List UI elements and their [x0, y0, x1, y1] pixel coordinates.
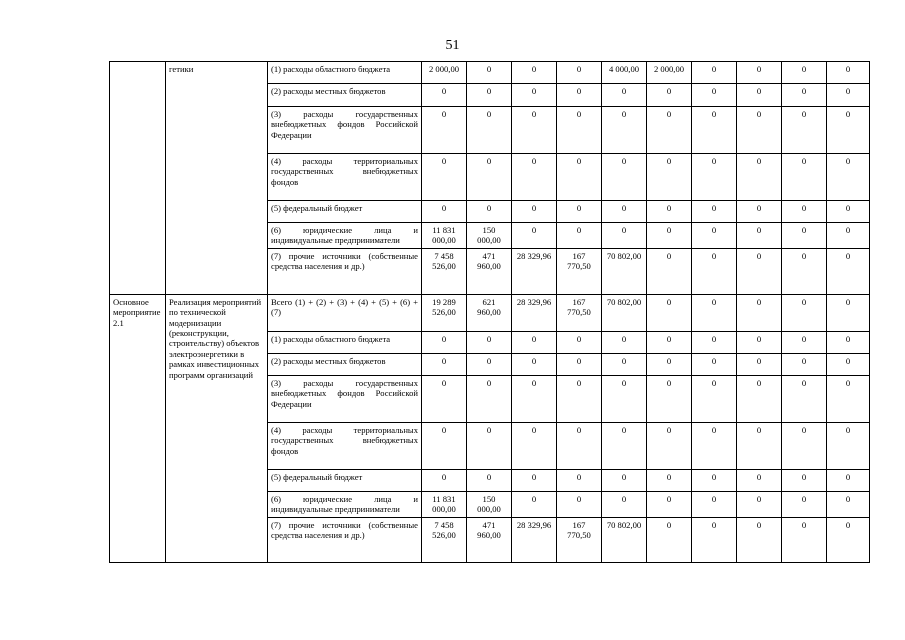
value-cell: 0 — [422, 353, 467, 375]
value-cell: 0 — [647, 223, 692, 249]
value-cell: 0 — [467, 331, 512, 353]
activity-name-cell: гетики — [166, 62, 268, 295]
value-cell: 0 — [512, 62, 557, 84]
value-cell: 0 — [512, 422, 557, 469]
value-cell: 0 — [737, 294, 782, 331]
value-cell: 0 — [512, 353, 557, 375]
value-cell: 0 — [647, 375, 692, 422]
value-cell: 0 — [467, 154, 512, 201]
value-cell: 0 — [737, 469, 782, 491]
value-cell: 0 — [692, 107, 737, 154]
value-cell: 0 — [467, 62, 512, 84]
activity-name-cell: Реализация мероприятий по технической модернизации (реконструкции, строительству) объектов электроэнергетики в рамках инвестиционных программ организаций — [166, 294, 268, 562]
value-cell: 0 — [737, 491, 782, 517]
value-cell: 0 — [557, 422, 602, 469]
budget-table — [109, 61, 870, 563]
funding-source-cell: (3) расходы государственных внебюджетных фондов Российской Федерации — [268, 375, 422, 422]
value-cell: 0 — [737, 331, 782, 353]
value-cell: 0 — [557, 469, 602, 491]
funding-source-cell: (2) расходы местных бюджетов — [268, 84, 422, 107]
value-cell: 0 — [512, 331, 557, 353]
value-cell: 150 000,00 — [467, 491, 512, 517]
value-cell: 0 — [827, 375, 870, 422]
value-cell: 0 — [827, 517, 870, 562]
value-cell: 0 — [557, 154, 602, 201]
value-cell: 0 — [647, 154, 692, 201]
value-cell: 0 — [467, 107, 512, 154]
value-cell: 0 — [647, 294, 692, 331]
value-cell: 0 — [827, 62, 870, 84]
value-cell: 0 — [782, 517, 827, 562]
value-cell: 471 960,00 — [467, 248, 512, 294]
value-cell: 0 — [692, 223, 737, 249]
activity-code-cell: Основное мероприятие 2.1 — [110, 294, 166, 562]
value-cell: 0 — [692, 201, 737, 223]
funding-source-cell: (1) расходы областного бюджета — [268, 331, 422, 353]
value-cell: 28 329,96 — [512, 517, 557, 562]
value-cell: 0 — [512, 491, 557, 517]
value-cell: 0 — [647, 491, 692, 517]
value-cell: 0 — [512, 84, 557, 107]
value-cell: 0 — [557, 375, 602, 422]
value-cell: 0 — [557, 353, 602, 375]
value-cell: 0 — [692, 422, 737, 469]
value-cell: 70 802,00 — [602, 517, 647, 562]
table-row — [110, 62, 870, 84]
value-cell: 0 — [692, 469, 737, 491]
value-cell: 0 — [782, 107, 827, 154]
activity-code-cell — [110, 62, 166, 295]
value-cell: 0 — [602, 201, 647, 223]
value-cell: 0 — [602, 353, 647, 375]
value-cell: 0 — [827, 248, 870, 294]
value-cell: 0 — [422, 201, 467, 223]
funding-source-cell: (6) юридические лица и индивидуальные предприниматели — [268, 491, 422, 517]
value-cell: 70 802,00 — [602, 248, 647, 294]
value-cell: 0 — [827, 84, 870, 107]
value-cell: 0 — [782, 154, 827, 201]
value-cell: 0 — [692, 331, 737, 353]
value-cell: 0 — [782, 201, 827, 223]
value-cell: 0 — [467, 422, 512, 469]
value-cell: 0 — [647, 353, 692, 375]
value-cell: 0 — [782, 353, 827, 375]
value-cell: 7 458 526,00 — [422, 517, 467, 562]
value-cell: 0 — [422, 84, 467, 107]
value-cell: 0 — [737, 375, 782, 422]
value-cell: 0 — [602, 491, 647, 517]
value-cell: 0 — [647, 422, 692, 469]
value-cell: 0 — [467, 469, 512, 491]
value-cell: 0 — [647, 331, 692, 353]
value-cell: 0 — [422, 107, 467, 154]
value-cell: 0 — [782, 84, 827, 107]
value-cell: 28 329,96 — [512, 294, 557, 331]
value-cell: 471 960,00 — [467, 517, 512, 562]
value-cell: 0 — [602, 223, 647, 249]
value-cell: 0 — [737, 62, 782, 84]
value-cell: 0 — [827, 331, 870, 353]
value-cell: 0 — [827, 422, 870, 469]
value-cell: 0 — [557, 201, 602, 223]
value-cell: 0 — [692, 294, 737, 331]
value-cell: 0 — [692, 62, 737, 84]
value-cell: 11 831 000,00 — [422, 491, 467, 517]
value-cell: 0 — [467, 353, 512, 375]
funding-source-cell: (5) федеральный бюджет — [268, 201, 422, 223]
value-cell: 0 — [557, 491, 602, 517]
funding-source-cell: (3) расходы государственных внебюджетных фондов Российской Федерации — [268, 107, 422, 154]
value-cell: 70 802,00 — [602, 294, 647, 331]
value-cell: 0 — [602, 422, 647, 469]
value-cell: 0 — [512, 107, 557, 154]
value-cell: 0 — [692, 353, 737, 375]
value-cell: 0 — [827, 201, 870, 223]
value-cell: 0 — [602, 154, 647, 201]
value-cell: 0 — [827, 154, 870, 201]
value-cell: 0 — [602, 107, 647, 154]
value-cell: 167 770,50 — [557, 294, 602, 331]
funding-source-cell: (5) федеральный бюджет — [268, 469, 422, 491]
value-cell: 0 — [827, 353, 870, 375]
value-cell: 0 — [782, 331, 827, 353]
value-cell: 0 — [422, 331, 467, 353]
value-cell: 0 — [467, 201, 512, 223]
value-cell: 0 — [557, 62, 602, 84]
value-cell: 0 — [737, 353, 782, 375]
funding-source-cell: (7) прочие источники (собственные средства населения и др.) — [268, 248, 422, 294]
funding-source-cell: (1) расходы областного бюджета — [268, 62, 422, 84]
value-cell: 0 — [512, 154, 557, 201]
value-cell: 0 — [512, 223, 557, 249]
funding-source-cell: (2) расходы местных бюджетов — [268, 353, 422, 375]
value-cell: 0 — [737, 201, 782, 223]
funding-source-cell: (4) расходы территориальных государственных внебюджетных фондов — [268, 154, 422, 201]
value-cell: 0 — [827, 223, 870, 249]
value-cell: 0 — [782, 469, 827, 491]
value-cell: 0 — [602, 375, 647, 422]
value-cell: 4 000,00 — [602, 62, 647, 84]
funding-source-cell: Всего (1) + (2) + (3) + (4) + (5) + (6) + (7) — [268, 294, 422, 331]
value-cell: 0 — [692, 491, 737, 517]
value-cell: 0 — [782, 294, 827, 331]
value-cell: 0 — [782, 62, 827, 84]
value-cell: 11 831 000,00 — [422, 223, 467, 249]
funding-source-cell: (6) юридические лица и индивидуальные предприниматели — [268, 223, 422, 249]
value-cell: 7 458 526,00 — [422, 248, 467, 294]
value-cell: 2 000,00 — [422, 62, 467, 84]
value-cell: 0 — [782, 422, 827, 469]
value-cell: 0 — [602, 331, 647, 353]
table-row — [110, 294, 870, 331]
value-cell: 0 — [422, 469, 467, 491]
value-cell: 0 — [827, 469, 870, 491]
value-cell: 19 289 526,00 — [422, 294, 467, 331]
value-cell: 28 329,96 — [512, 248, 557, 294]
value-cell: 0 — [827, 491, 870, 517]
value-cell: 0 — [647, 469, 692, 491]
value-cell: 0 — [467, 84, 512, 107]
value-cell: 0 — [557, 331, 602, 353]
funding-source-cell: (4) расходы территориальных государственных внебюджетных фондов — [268, 422, 422, 469]
value-cell: 0 — [692, 517, 737, 562]
value-cell: 0 — [692, 248, 737, 294]
value-cell: 0 — [737, 517, 782, 562]
value-cell: 0 — [422, 375, 467, 422]
value-cell: 0 — [737, 154, 782, 201]
value-cell: 0 — [782, 491, 827, 517]
value-cell: 0 — [647, 517, 692, 562]
value-cell: 167 770,50 — [557, 248, 602, 294]
value-cell: 0 — [692, 154, 737, 201]
value-cell: 0 — [827, 294, 870, 331]
value-cell: 0 — [557, 84, 602, 107]
value-cell: 0 — [647, 84, 692, 107]
value-cell: 621 960,00 — [467, 294, 512, 331]
value-cell: 0 — [737, 422, 782, 469]
value-cell: 0 — [692, 84, 737, 107]
value-cell: 0 — [512, 469, 557, 491]
value-cell: 0 — [692, 375, 737, 422]
value-cell: 0 — [782, 375, 827, 422]
value-cell: 0 — [782, 223, 827, 249]
value-cell: 0 — [647, 201, 692, 223]
value-cell: 0 — [422, 154, 467, 201]
value-cell: 0 — [647, 107, 692, 154]
value-cell: 0 — [647, 248, 692, 294]
value-cell: 0 — [422, 422, 467, 469]
value-cell: 0 — [512, 201, 557, 223]
value-cell: 0 — [737, 107, 782, 154]
value-cell: 0 — [737, 223, 782, 249]
value-cell: 150 000,00 — [467, 223, 512, 249]
value-cell: 0 — [557, 223, 602, 249]
funding-source-cell: (7) прочие источники (собственные средства населения и др.) — [268, 517, 422, 562]
value-cell: 167 770,50 — [557, 517, 602, 562]
value-cell: 0 — [602, 469, 647, 491]
value-cell: 0 — [827, 107, 870, 154]
value-cell: 2 000,00 — [647, 62, 692, 84]
value-cell: 0 — [737, 248, 782, 294]
value-cell: 0 — [512, 375, 557, 422]
value-cell: 0 — [467, 375, 512, 422]
value-cell: 0 — [602, 84, 647, 107]
page-number: 51 — [445, 38, 460, 53]
value-cell: 0 — [557, 107, 602, 154]
value-cell: 0 — [737, 84, 782, 107]
value-cell: 0 — [782, 248, 827, 294]
